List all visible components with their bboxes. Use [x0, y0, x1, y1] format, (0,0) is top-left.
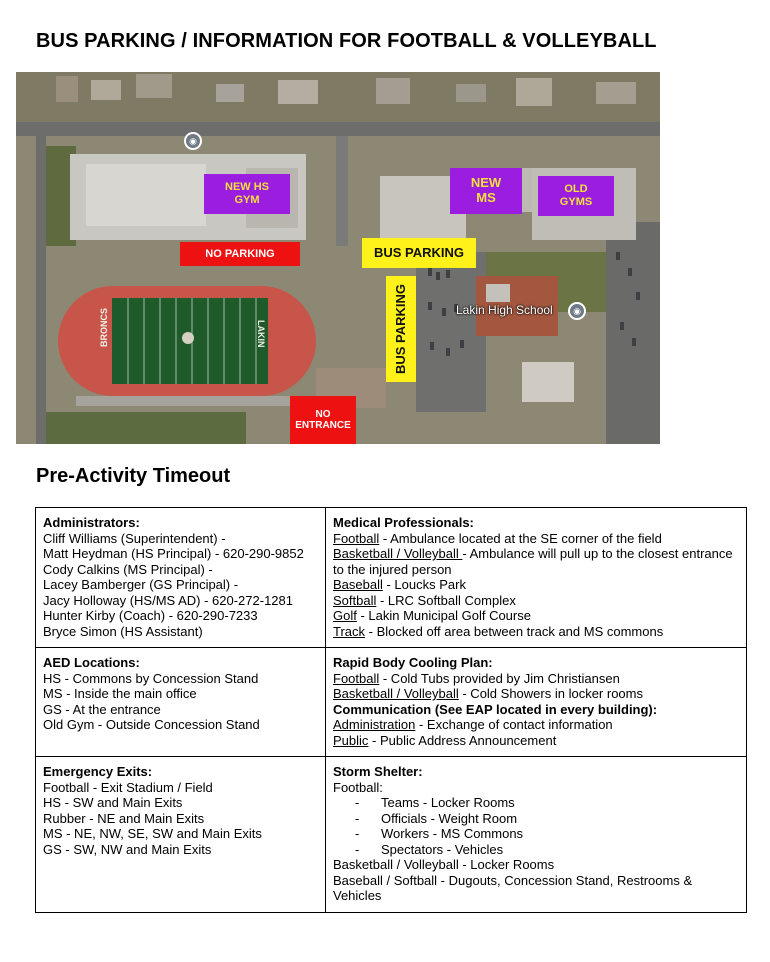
- storm-heading: Storm Shelter:: [333, 764, 423, 779]
- exits-cell: [36, 757, 326, 913]
- list-item: Football - Cold Tubs provided by Jim Christiansen: [333, 670, 620, 686]
- list-item: GS - At the entrance: [43, 701, 161, 717]
- list-item: Hunter Kirby (Coach) - 620-290-7233: [43, 608, 258, 623]
- list-item: MS - Inside the main office: [43, 686, 197, 701]
- cooling-cell: [326, 648, 747, 757]
- football-label: Football:: [333, 779, 383, 795]
- list-item: Cody Calkins (MS Principal) -: [43, 561, 213, 577]
- map-background: [16, 72, 660, 444]
- section-title: Pre-Activity Timeout: [36, 465, 231, 487]
- school-map-label: Lakin High School: [456, 303, 553, 317]
- list-item: Matt Heydman (HS Principal) - 620-290-9852: [43, 546, 304, 561]
- storm-cell: [326, 757, 747, 913]
- medical-heading: Medical Professionals:: [333, 515, 474, 530]
- aed-cell: [36, 648, 326, 757]
- list-item: Basketball / Volleyball - Cold Showers in locker rooms: [333, 686, 643, 701]
- table-row: [36, 648, 747, 757]
- aed-heading: AED Locations:: [43, 655, 140, 670]
- administrators-cell: [36, 508, 326, 648]
- pre-activity-table: [35, 507, 747, 913]
- new-ms-label: NEW MS: [450, 168, 522, 214]
- school-pin-icon: ◉: [568, 302, 586, 320]
- list-item: - Workers - MS Commons: [355, 826, 524, 841]
- field-endzone-broncs: BRONCS: [99, 308, 109, 348]
- list-item: Track - Blocked off area between track and MS commons: [333, 623, 664, 639]
- list-item: Golf - Lakin Municipal Golf Course: [333, 608, 531, 623]
- exits-heading: Emergency Exits:: [43, 764, 153, 779]
- old-gyms-label: OLD GYMS: [538, 176, 614, 216]
- table-row: [36, 508, 747, 648]
- school-pin-icon: ◉: [184, 132, 202, 150]
- list-item: - Teams - Locker Rooms: [355, 795, 515, 810]
- list-item: Baseball - Loucks Park: [333, 577, 466, 592]
- list-item: Public - Public Address Announcement: [333, 732, 557, 748]
- list-item: Administration - Exchange of contact information: [333, 717, 613, 732]
- list-item: Lacey Bamberger (GS Principal) -: [43, 577, 239, 592]
- list-item: Football - Exit Stadium / Field: [43, 779, 213, 795]
- bus-parking-horizontal-label: BUS PARKING: [362, 238, 476, 268]
- list-item: Football - Ambulance located at the SE corner of the field: [333, 530, 662, 546]
- list-item: MS - NE, NW, SE, SW and Main Exits: [43, 826, 262, 841]
- aerial-map: [16, 72, 660, 444]
- list-item: Jacy Holloway (HS/MS AD) - 620-272-1281: [43, 592, 293, 608]
- list-item: Rubber - NE and Main Exits: [43, 810, 205, 826]
- list-item: Bryce Simon (HS Assistant): [43, 623, 203, 639]
- bus-parking-vertical-label: BUS PARKING: [386, 276, 416, 382]
- list-item: HS - Commons by Concession Stand: [43, 670, 259, 686]
- list-item: GS - SW, NW and Main Exits: [43, 841, 212, 857]
- list-item: Softball - LRC Softball Complex: [333, 592, 516, 608]
- page-title: BUS PARKING / INFORMATION FOR FOOTBALL & VOLLEYBALL: [36, 30, 657, 52]
- field-endzone-lakin: LAKIN: [256, 320, 266, 348]
- list-item: - Officials - Weight Room: [355, 810, 518, 826]
- new-hs-gym-label: NEW HS GYM: [204, 174, 290, 214]
- cooling-heading: Rapid Body Cooling Plan:: [333, 655, 493, 670]
- list-item: HS - SW and Main Exits: [43, 795, 183, 810]
- list-item: Baseball / Softball - Dugouts, Concession Stand, Restrooms & Vehicles: [333, 872, 693, 903]
- list-item: Cliff Williams (Superintendent) -: [43, 530, 226, 546]
- list-item: Old Gym - Outside Concession Stand: [43, 717, 260, 732]
- administrators-heading: Administrators:: [43, 515, 140, 530]
- list-item: - Spectators - Vehicles: [355, 841, 504, 857]
- medical-cell: [326, 508, 747, 648]
- communication-heading: Communication (See EAP located in every building):: [333, 701, 658, 717]
- list-item: Basketball / Volleyball - Locker Rooms: [333, 857, 555, 872]
- no-entrance-label: NO ENTRANCE: [290, 396, 356, 444]
- table-row: [36, 757, 747, 913]
- list-item: Basketball / Volleyball - Ambulance will pull up to the closest entrance to the injured person: [333, 546, 733, 577]
- no-parking-label: NO PARKING: [180, 242, 300, 266]
